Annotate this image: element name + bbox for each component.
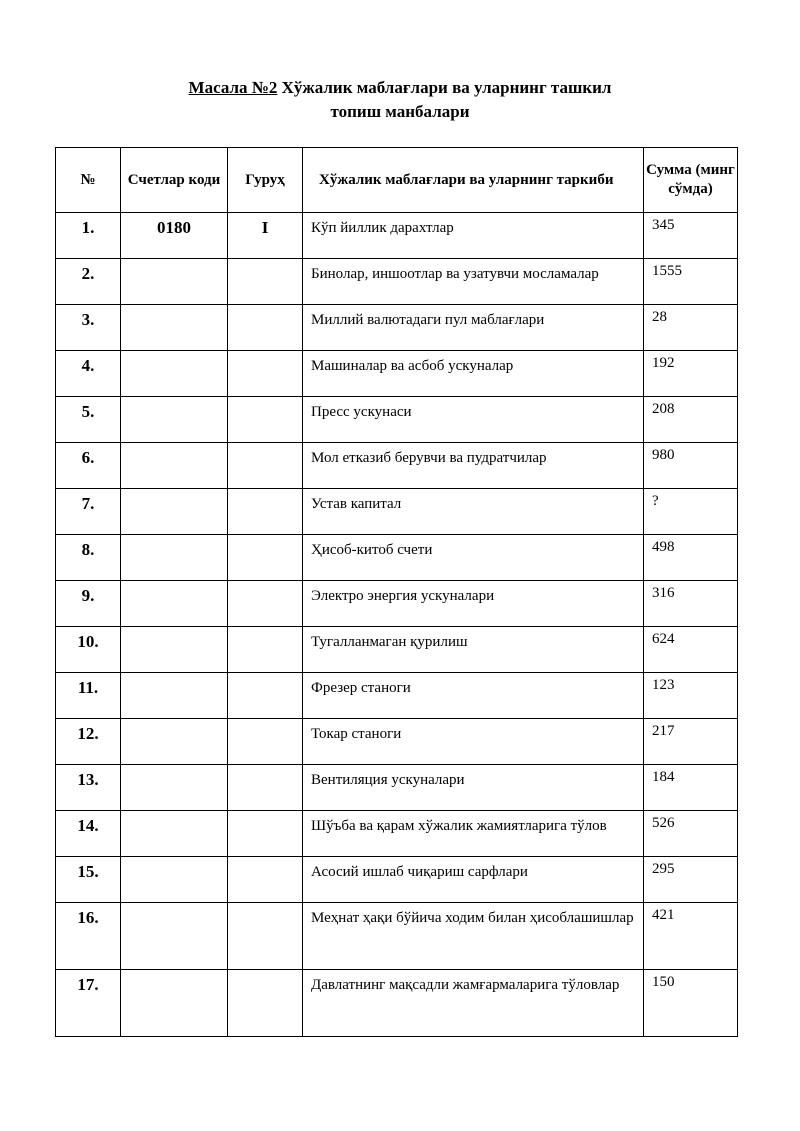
row-group [228,811,303,857]
row-number: 15. [56,857,121,903]
page-title [0,76,800,124]
row-asset-name: Электро энергия ускуналари [303,581,644,627]
row-sum: 208 [644,397,738,443]
table-row [56,903,738,970]
row-number: 13. [56,765,121,811]
row-group [228,903,303,970]
row-number: 9. [56,581,121,627]
table-row [56,259,738,305]
title-line-2: топиш манбалари [330,102,470,121]
row-group [228,857,303,903]
header-account-code: Счетлар коди [121,148,228,213]
table-row [56,443,738,489]
row-sum: ? [644,489,738,535]
row-account-code [121,397,228,443]
row-asset-name: Ҳисоб-китоб счети [303,535,644,581]
row-account-code [121,443,228,489]
assets-table [55,147,738,1037]
row-account-code [121,581,228,627]
row-number: 10. [56,627,121,673]
row-sum: 980 [644,443,738,489]
row-sum: 150 [644,970,738,1037]
row-account-code [121,719,228,765]
row-account-code [121,489,228,535]
row-asset-name: Кўп йиллик дарахтлар [303,213,644,259]
row-number: 8. [56,535,121,581]
row-account-code [121,627,228,673]
row-asset-name: Вентиляция ускуналари [303,765,644,811]
table-row [56,719,738,765]
row-sum: 184 [644,765,738,811]
row-account-code [121,765,228,811]
header-number: № [56,148,121,213]
row-account-code [121,970,228,1037]
row-group [228,673,303,719]
row-account-code [121,259,228,305]
row-sum: 123 [644,673,738,719]
row-asset-name: Шўъба ва қарам хўжалик жамиятларига тўлов [303,811,644,857]
table-row [56,213,738,259]
row-asset-name: Фрезер станоги [303,673,644,719]
row-sum: 1555 [644,259,738,305]
row-group [228,305,303,351]
row-account-code: 0180 [121,213,228,259]
table-row [56,627,738,673]
row-number: 16. [56,903,121,970]
row-group [228,397,303,443]
row-asset-name: Меҳнат ҳақи бўйича ходим билан ҳисоблашишлар [303,903,644,970]
row-number: 12. [56,719,121,765]
row-group [228,581,303,627]
row-group [228,351,303,397]
row-group [228,970,303,1037]
table-row [56,535,738,581]
row-number: 2. [56,259,121,305]
row-sum: 316 [644,581,738,627]
row-asset-name: Тугалланмаган қурилиш [303,627,644,673]
row-sum: 421 [644,903,738,970]
row-account-code [121,305,228,351]
row-number: 14. [56,811,121,857]
header-asset-name: Хўжалик маблағлари ва уларнинг таркиби [303,148,644,213]
table-body [56,213,738,1037]
row-sum: 217 [644,719,738,765]
row-number: 6. [56,443,121,489]
task-label: Масала №2 [188,78,278,97]
row-account-code [121,673,228,719]
row-group [228,259,303,305]
row-number: 3. [56,305,121,351]
row-group [228,489,303,535]
row-number: 5. [56,397,121,443]
row-asset-name: Устав капитал [303,489,644,535]
row-sum: 28 [644,305,738,351]
table-row [56,811,738,857]
row-sum: 498 [644,535,738,581]
row-sum: 345 [644,213,738,259]
table-row [56,673,738,719]
row-number: 1. [56,213,121,259]
row-asset-name: Пресс ускунаси [303,397,644,443]
title-line-1 [0,76,800,100]
row-asset-name: Машиналар ва асбоб ускуналар [303,351,644,397]
row-account-code [121,351,228,397]
row-group [228,443,303,489]
row-asset-name: Миллий валютадаги пул маблағлари [303,305,644,351]
row-number: 7. [56,489,121,535]
header-sum: Сумма (минг сўмда) [644,148,738,213]
row-sum: 192 [644,351,738,397]
row-asset-name: Бинолар, иншоотлар ва узатувчи мосламалар [303,259,644,305]
row-asset-name: Мол етказиб берувчи ва пудратчилар [303,443,644,489]
row-sum: 526 [644,811,738,857]
table-row [56,970,738,1037]
row-account-code [121,857,228,903]
row-account-code [121,903,228,970]
row-group [228,535,303,581]
table-row [56,581,738,627]
row-group [228,627,303,673]
row-number: 11. [56,673,121,719]
header-group: Гуруҳ [228,148,303,213]
row-account-code [121,811,228,857]
row-group: I [228,213,303,259]
table-row [56,765,738,811]
table-row [56,397,738,443]
table-row [56,351,738,397]
row-number: 17. [56,970,121,1037]
row-group [228,719,303,765]
row-group [228,765,303,811]
row-account-code [121,535,228,581]
table-row [56,305,738,351]
table-header-row [56,148,738,213]
row-sum: 295 [644,857,738,903]
title-text-1: Хўжалик маблағлари ва уларнинг ташкил [277,78,612,97]
table-row [56,857,738,903]
row-number: 4. [56,351,121,397]
table-row [56,489,738,535]
row-sum: 624 [644,627,738,673]
row-asset-name: Давлатнинг мақсадли жамғармаларига тўловлар [303,970,644,1037]
row-asset-name: Токар станоги [303,719,644,765]
row-asset-name: Асосий ишлаб чиқариш сарфлари [303,857,644,903]
